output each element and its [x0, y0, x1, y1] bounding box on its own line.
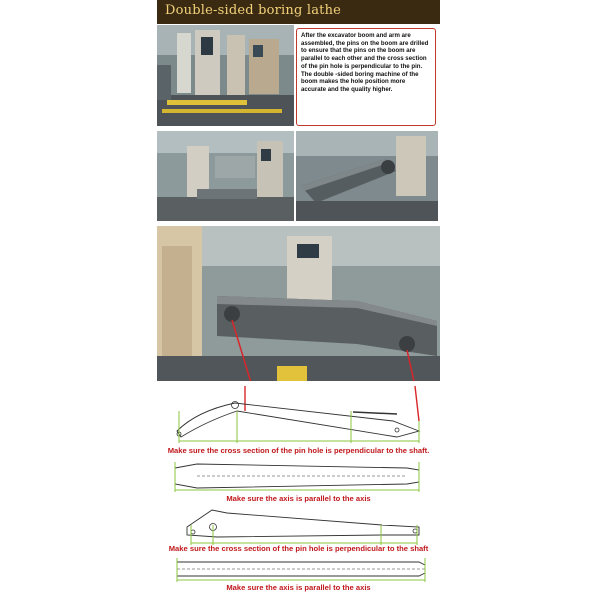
- page-title: Double-sided boring lathe: [165, 3, 342, 18]
- caption-parallel-2: Make sure the axis is parallel to the axis: [226, 583, 371, 592]
- title-bar: [157, 0, 440, 24]
- photo-boom-large: [157, 226, 440, 381]
- caption-parallel-1: Make sure the axis is parallel to the axis: [226, 494, 371, 503]
- description-text: After the excavator boom and arm are assembled, the pins on the boom are drilled to ensure that the pins on the boom are parallel to each other and the cross section of the pin hole is perpendicular to the pin. The double -sided boring machine of the boom makes the hole position more accurate and the quality higher.: [301, 32, 429, 93]
- description-box: [296, 28, 436, 126]
- diagram-boom-side-view: [157, 381, 440, 443]
- photo-boring-machine-overview: [157, 25, 294, 126]
- photo-boring-machine-side: [157, 131, 294, 221]
- diagram-arm-side-view: [157, 505, 440, 545]
- diagram-arm-top-view: [157, 556, 440, 582]
- photo-boom-on-machine: [296, 131, 438, 221]
- caption-perpendicular-1: Make sure the cross section of the pin hole is perpendicular to the shaft.: [167, 446, 430, 455]
- caption-perpendicular-2: Make sure the cross section of the pin hole is perpendicular to the shaft: [168, 544, 429, 553]
- diagram-boom-top-view: [157, 458, 440, 492]
